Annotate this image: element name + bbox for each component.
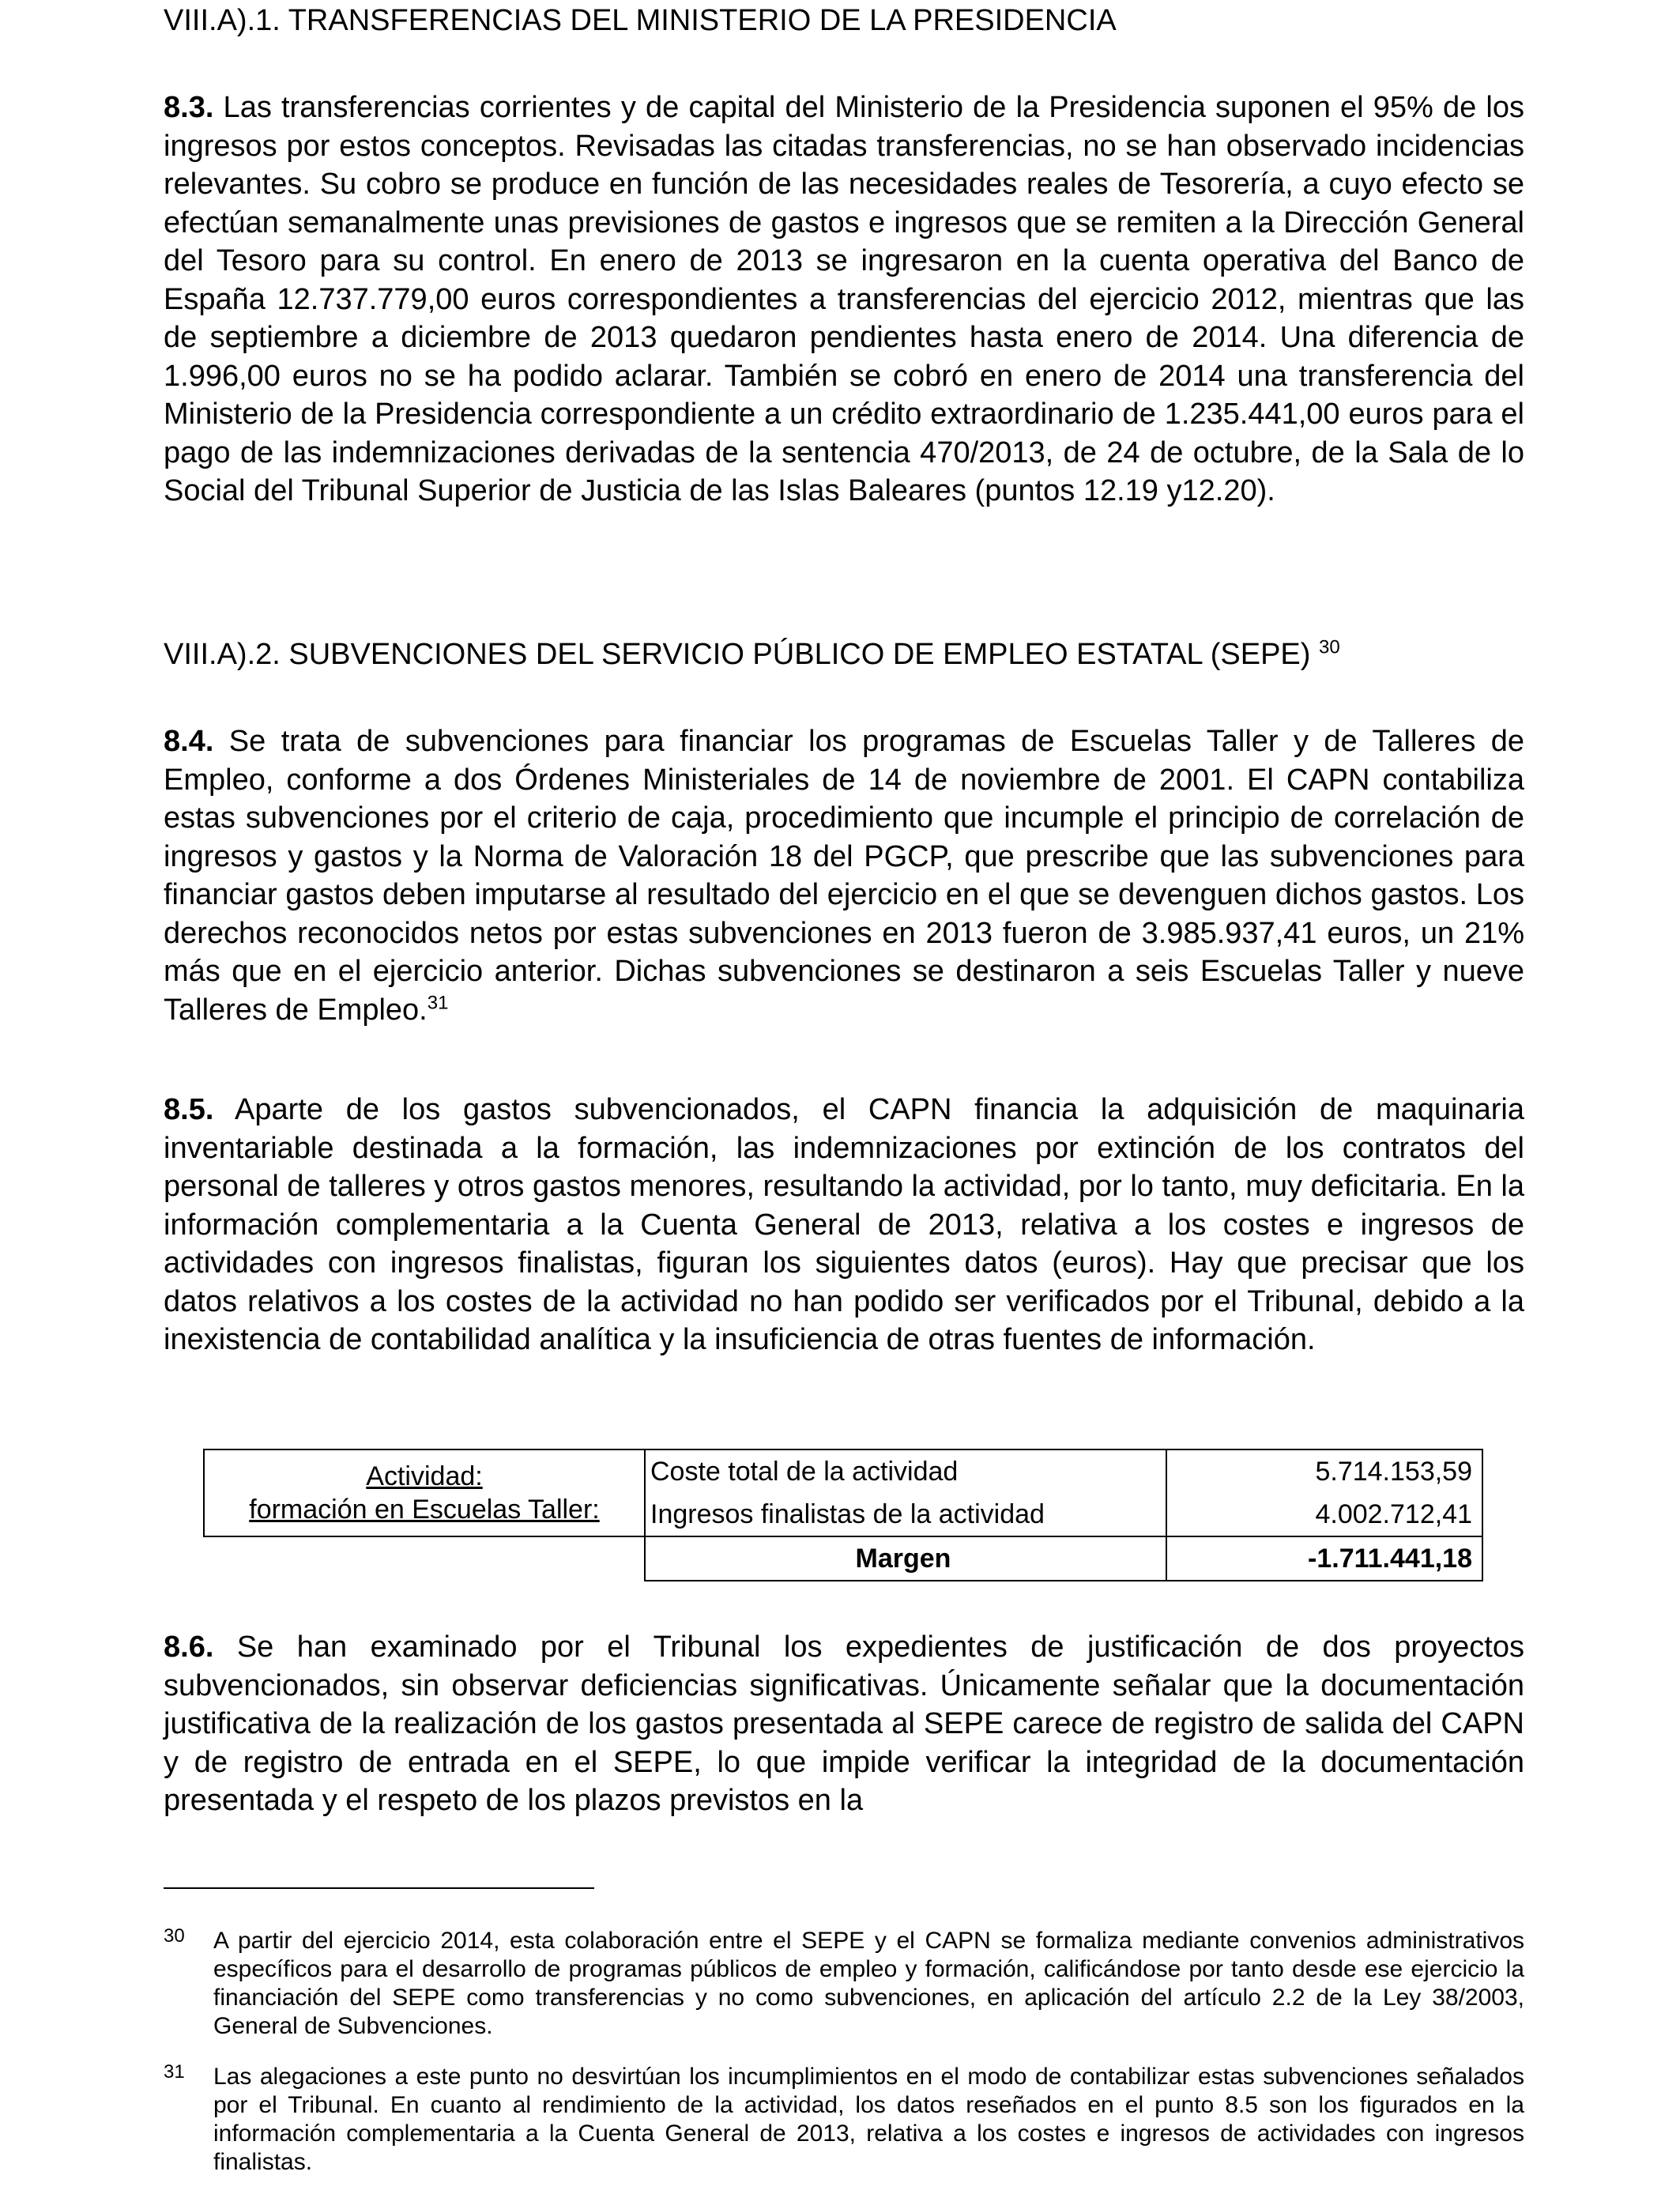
- empty-cell: [204, 1536, 645, 1581]
- footnote-text: A partir del ejercicio 2014, esta colaboración entre el SEPE y el CAPN se formaliza mediante convenios administrativos específicos para el desarrollo de programas públicos de empleo y formación, calificándose por tanto desde ese ejercicio la financiación del SEPE como transferencias y no como subvenciones, en aplicación del artículo 2.2 de la Ley 38/2003, General de Subvenciones.: [213, 1928, 1524, 2039]
- footnote-text: Las alegaciones a este punto no desvirtúan los incumplimientos en el modo de contabilizar estas subvenciones señalados por el Tribunal. En cuanto al rendimiento de la actividad, los datos reseñados en el punto 8.5 son los figurados en la información complementaria a la Cuenta General de 2013, relativa a los costes e ingresos de actividades con ingresos finalistas.: [213, 2064, 1524, 2175]
- footnote-ref-31[interactable]: 31: [427, 991, 449, 1013]
- activity-label-cell: [204, 1449, 645, 1536]
- paragraph-8-3: [164, 89, 1524, 511]
- activity-label-line2: formación en Escuelas Taller:: [249, 1495, 600, 1525]
- paragraph-text: Aparte de los gastos subvencionados, el CAPN financia la adquisición de maquinaria inventariable destinada a la formación, las indemnizaciones por extinción de los contratos del personal de talleres y otros gastos menores, resultando la actividad, por lo tanto, muy deficitaria. En la información complementaria a la Cuenta General de 2013, relativa a los costes e ingresos de actividades con ingresos finalistas, figuran los siguientes datos (euros). Hay que precisar que los datos relativos a los costes de la actividad no han podido ser verificados por el Tribunal, debido a la inexistencia de contabilidad analítica y la insuficiencia de otras fuentes de información.: [164, 1093, 1524, 1356]
- section-heading-viii-a1: VIII.A).1. TRANSFERENCIAS DEL MINISTERIO DE LA PRESIDENCIA: [164, 4, 1117, 37]
- paragraph-text: Las transferencias corrientes y de capital del Ministerio de la Presidencia suponen el 95% de los ingresos por estos conceptos. Revisadas las citadas transferencias, no se han observado incidencias relevantes. Su cobro se produce en función de las necesidades reales de Tesorería, a cuyo efecto se efectúan semanalmente unas previsiones de gastos e ingresos que se remiten a la Dirección General del Tesoro para su control. En enero de 2013 se ingresaron en la cuenta operativa del Banco de España 12.737.779,00 euros correspondientes a transferencias del ejercicio 2012, mientras que las de septiembre a diciembre de 2013 quedaron pendientes hasta enero de 2014. Una diferencia de 1.996,00 euros no se ha podido aclarar. También se cobró en enero de 2014 una transferencia del Ministerio de la Presidencia correspondiente a un crédito extraordinario de 1.235.441,00 euros para el pago de las indemnizaciones derivadas de la sentencia 470/2013, de 24 de octubre, de la Sala de lo Social del Tribunal Superior de Justicia de las Islas Baleares (puntos 12.19 y12.20).: [164, 91, 1524, 507]
- paragraph-text: Se trata de subvenciones para financiar los programas de Escuelas Taller y de Talleres de Empleo, conforme a dos Órdenes Ministeriales de 14 de noviembre de 2001. El CAPN contabiliza estas subvenciones por el criterio de caja, procedimiento que incumple el principio de correlación de ingresos y gastos y la Norma de Valoración 18 del PGCP, que prescribe que las subvenciones para financiar gastos deben imputarse al resultado del ejercicio en el que se devenguen dichos gastos. Los derechos reconocidos netos por estas subvenciones en 2013 fueron de 3.985.937,41 euros, un 21% más que en el ejercicio anterior. Dichas subvenciones se destinaron a seis Escuelas Taller y nueve Talleres de Empleo.: [164, 725, 1524, 1027]
- footnote-ref-30[interactable]: 30: [1318, 636, 1340, 658]
- row-value: 5.714.153,59: [1166, 1449, 1482, 1493]
- paragraph-8-5: [164, 1091, 1524, 1359]
- heading-text: VIII.A).2. SUBVENCIONES DEL SERVICIO PÚBLICO DE EMPLEO ESTATAL (SEPE): [164, 638, 1319, 671]
- footnote-30: [164, 1927, 1524, 2041]
- paragraph-number: 8.3.: [164, 91, 214, 124]
- row-value: 4.002.712,41: [1166, 1493, 1482, 1536]
- table-row-total: [204, 1536, 1482, 1581]
- footnote-separator: [164, 1887, 594, 1889]
- row-description: Coste total de la actividad: [645, 1449, 1166, 1493]
- paragraph-number: 8.4.: [164, 725, 214, 758]
- paragraph-8-6: [164, 1628, 1524, 1820]
- footnote-number: 30: [164, 1925, 185, 1947]
- activity-label-line1: Actividad:: [366, 1461, 483, 1491]
- paragraph-text: Se han examinado por el Tribunal los expedientes de justificación de dos proyectos subvencionados, sin observar deficiencias significativas. Únicamente señalar que la documentación justificativa de la realización de los gastos presentada al SEPE carece de registro de salida del CAPN y de registro de entrada en el SEPE, lo que impide verificar la integridad de la documentación presentada y el respeto de los plazos previstos en la: [164, 1630, 1524, 1817]
- paragraph-number: 8.5.: [164, 1093, 214, 1126]
- paragraph-number: 8.6.: [164, 1630, 214, 1664]
- row-description: Ingresos finalistas de la actividad: [645, 1493, 1166, 1536]
- table-row: [204, 1449, 1482, 1493]
- section-heading-viii-a2: [164, 635, 1340, 673]
- row-value: -1.711.441,18: [1166, 1536, 1482, 1581]
- footnote-number: 31: [164, 2061, 185, 2083]
- paragraph-8-4: [164, 722, 1524, 1029]
- activity-cost-table: [203, 1449, 1483, 1581]
- footnote-31: [164, 2063, 1524, 2177]
- row-description: Margen: [645, 1536, 1166, 1581]
